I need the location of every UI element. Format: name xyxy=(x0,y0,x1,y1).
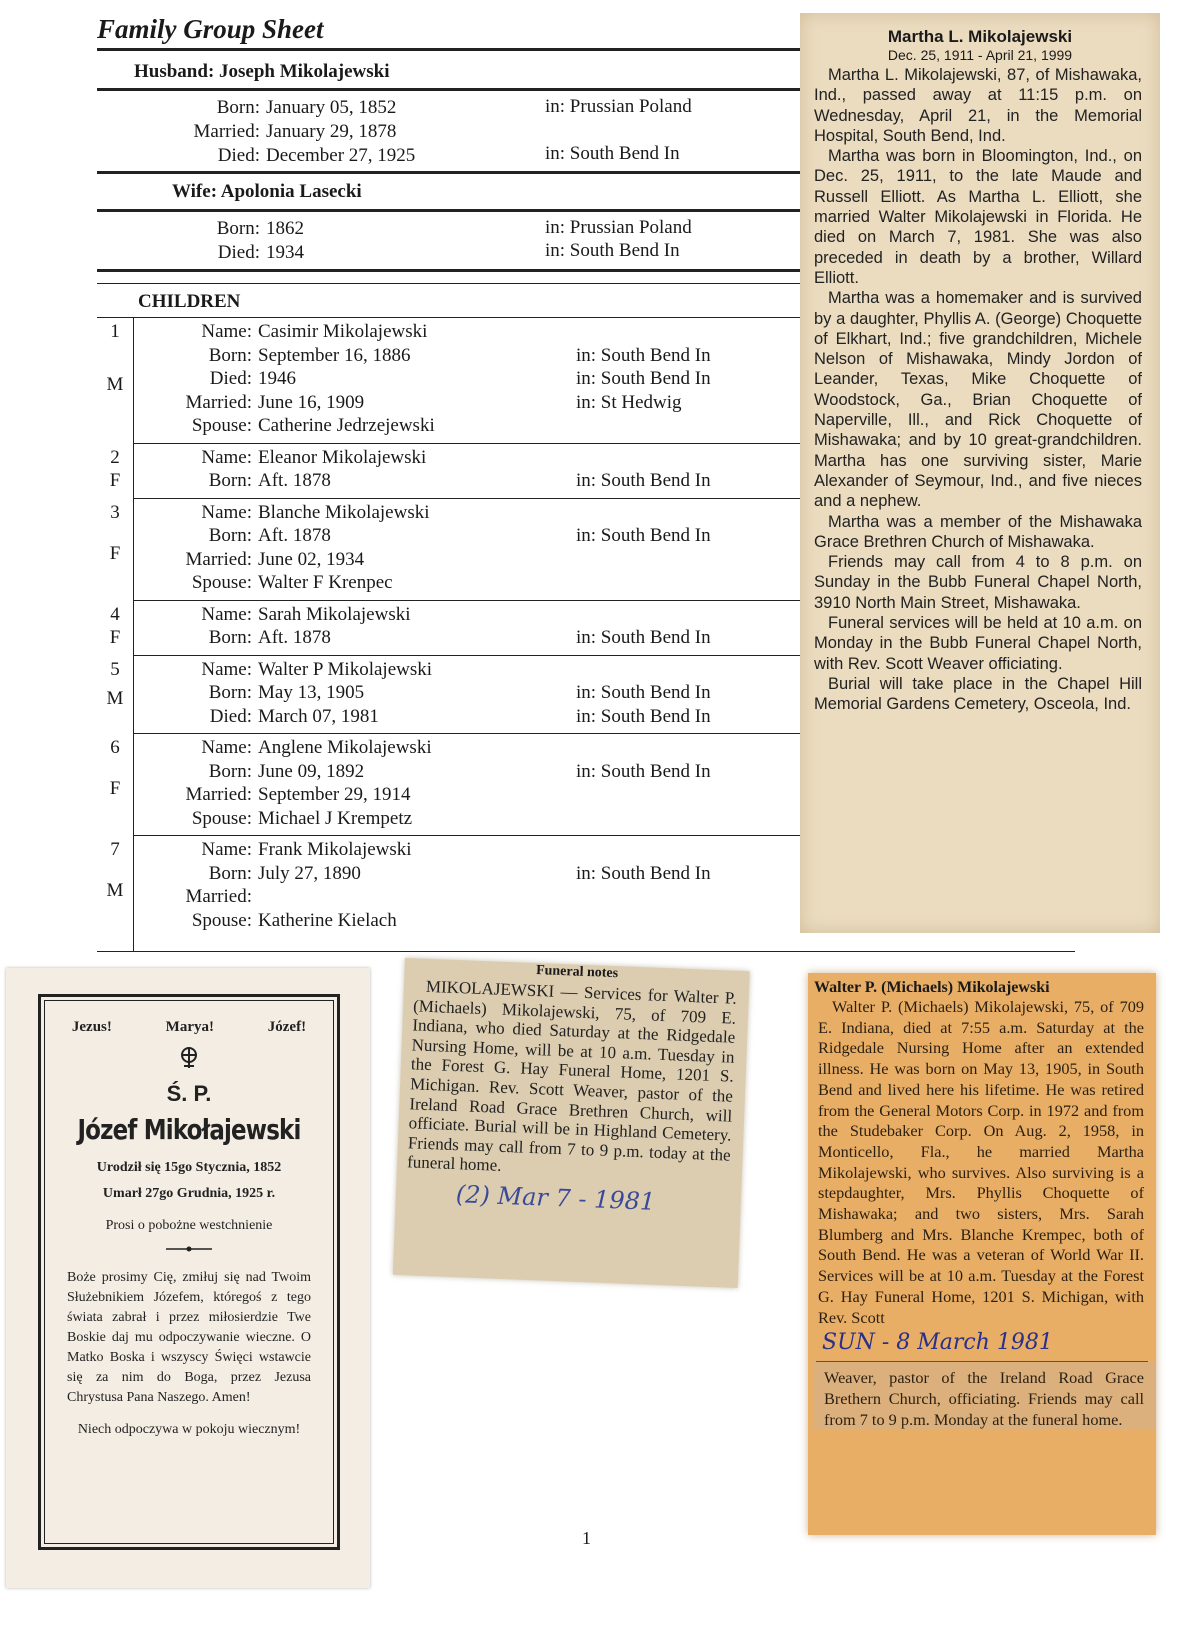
child-field-place: in: South Bend In xyxy=(576,705,711,727)
wife-born-place: in: Prussian Poland xyxy=(545,217,692,238)
child-number: 5 xyxy=(110,658,120,680)
child-field-label: Born: xyxy=(208,760,252,782)
child-field-value: Walter F Krenpec xyxy=(258,572,393,593)
child-field-value: Anglene Mikolajewski xyxy=(258,737,432,758)
child-field-label: Died: xyxy=(209,368,252,389)
prayer-card-frame xyxy=(38,994,340,1550)
divider xyxy=(97,48,815,51)
divider xyxy=(97,269,815,272)
prayer-card-header-item: Jezus! xyxy=(71,1019,112,1035)
child-field-label: Name: xyxy=(201,658,252,680)
divider xyxy=(133,835,815,836)
child-field-value: Katherine Kielach xyxy=(258,909,397,931)
divider xyxy=(97,88,815,91)
prayer-card-born: Urodził się 15go Stycznia, 1852 xyxy=(96,1160,282,1175)
husband-born: Born: January 05, 1852 xyxy=(216,97,397,118)
obituary-paragraph: Funeral services will be held at 10 a.m. on Monday in the Bubb Funeral Chapel North, with Rev. Scott Weaver officiating. xyxy=(814,614,1142,673)
divider xyxy=(133,443,815,444)
child-field-place: in: South Bend In xyxy=(576,470,711,491)
child-field-value: Casimir Mikolajewski xyxy=(258,321,428,342)
divider xyxy=(133,733,815,734)
funeral-notes-body xyxy=(397,976,749,1185)
child-field-label: Name: xyxy=(201,501,252,523)
prayer-card xyxy=(6,968,370,1588)
child-field-value: September 16, 1886 xyxy=(258,344,411,366)
obituary-walter-continued xyxy=(814,1362,1156,1430)
child-sex: M xyxy=(106,880,124,901)
husband-born-place: in: Prussian Poland xyxy=(545,96,692,117)
obituary-walter-body xyxy=(808,997,1156,1328)
prayer-card-header-item: Marya! xyxy=(165,1019,214,1035)
child-field xyxy=(140,549,364,571)
child-field-place: in: St Hedwig xyxy=(576,391,682,413)
funeral-notes-handwritten-date: (2) Mar 7 - 1981 xyxy=(455,1180,656,1216)
child-field-label: Born: xyxy=(208,525,252,546)
child-field-place: in: South Bend In xyxy=(576,862,711,884)
child-field-label: Name: xyxy=(201,446,252,468)
child-field xyxy=(140,321,427,343)
funeral-notes-text: MIKOLAJEWSKI — Services for Walter P. (Michaels) Mikolajewski, 75, of 709 E. Indiana, who died Saturday at the Ridgedale Nursing Home, will be at 10 a.m. Tuesday in the Forest G. Hay Funeral Home, 1201 S. Michigan. Rev. Scott Weaver, pastor of the Ireland Road Grace Brethren Church, will officiate. Burial will be in Highland Cemetery. Friends may call from 7 to 9 p.m. today at the funeral home. xyxy=(406,976,738,1176)
obituary-walter-title: Walter P. (Michaels) Mikolajewski xyxy=(814,979,1050,996)
husband-died-place: in: South Bend In xyxy=(545,143,680,164)
child-field-label: Spouse: xyxy=(191,572,252,593)
child-field-place: in: South Bend In xyxy=(576,525,711,546)
child-field xyxy=(140,737,432,759)
child-sex: F xyxy=(109,542,121,564)
child-field-label: Born: xyxy=(208,627,252,648)
obituary-walter-continued-text: Weaver, pastor of the Ireland Road Grace Brethern Church, officiating. Friends may call from 7 to 9 p.m. Monday at the funeral home. xyxy=(824,1368,1144,1429)
obituary-paragraph: Martha L. Mikolajewski, 87, of Mishawaka, Ind., passed away at 11:15 p.m. on Wednesday, April 21, in the Memorial Hospital, South Bend, Ind. xyxy=(814,66,1142,145)
obituary-martha-dates: Dec. 25, 1911 - April 21, 1999 xyxy=(887,47,1073,63)
child-field-value: Aft. 1878 xyxy=(258,470,331,491)
child-field xyxy=(140,682,364,704)
child-field-value: Eleanor Mikolajewski xyxy=(258,446,427,468)
child-field-label: Name: xyxy=(201,737,252,758)
child-field-place: in: South Bend In xyxy=(576,368,711,389)
child-field-value: Michael J Krempetz xyxy=(258,807,413,829)
divider xyxy=(133,498,815,499)
child-number: 3 xyxy=(110,501,120,523)
child-field xyxy=(140,502,430,524)
funeral-notes-heading: Funeral notes xyxy=(535,963,619,982)
child-sex: M xyxy=(106,687,124,709)
children-heading: CHILDREN xyxy=(138,291,241,312)
child-field-value: May 13, 1905 xyxy=(258,682,365,703)
child-field-value: Aft. 1878 xyxy=(258,525,331,546)
child-number: 6 xyxy=(110,737,120,758)
obituary-paragraph: Martha was a homemaker and is survived by a daughter, Phyllis A. (George) Choquette of Elkhart, Ind.; five grandchildren, Michele Nelson of Mishawaka, Mindy Jordon of Leander, Texas, Mike Choquette of Woodstock, Ga., Brian Choquette of Naperville, Ill., and Rick Choquette of Mishawaka; and by 10 great-grandchildren. Martha has one surviving sister, Marie Alexander of Seymour, Ind., and five nieces and a nephew. xyxy=(814,289,1142,511)
husband-name: Joseph Mikolajewski xyxy=(219,61,390,82)
husband-died: Died: December 27, 1925 xyxy=(217,145,416,166)
child-field-label: Spouse: xyxy=(191,415,252,436)
divider xyxy=(97,951,1075,952)
wife-name: Apolonia Lasecki xyxy=(220,181,362,202)
sheet-title: Family Group Sheet xyxy=(97,14,324,44)
child-field xyxy=(140,659,432,681)
child-field-label: Married: xyxy=(185,548,252,570)
child-field-place: in: South Bend In xyxy=(576,344,711,366)
wife-died-place: in: South Bend In xyxy=(545,240,680,261)
child-field xyxy=(140,572,393,594)
child-field-value: Blanche Mikolajewski xyxy=(258,501,430,523)
child-field-label: Spouse: xyxy=(191,807,252,829)
prayer-card-died: Umarł 27go Grudnia, 1925 r. xyxy=(102,1186,276,1201)
child-field-label: Born: xyxy=(208,682,252,703)
child-field xyxy=(140,839,412,861)
column-divider xyxy=(133,318,134,952)
child-field xyxy=(140,886,258,908)
child-field-value xyxy=(252,886,258,907)
child-field xyxy=(140,604,411,626)
divider xyxy=(133,655,815,656)
child-field-value: Aft. 1878 xyxy=(258,627,331,648)
child-field xyxy=(140,706,379,728)
child-field-place: in: South Bend In xyxy=(576,682,711,703)
child-field-place: in: South Bend In xyxy=(576,760,711,782)
child-number: 4 xyxy=(110,603,120,625)
prayer-card-header-item: Józef! xyxy=(267,1019,307,1035)
child-field-label: Name: xyxy=(201,603,252,625)
child-field xyxy=(140,447,426,469)
prayer-card-sp: Ś. P. xyxy=(166,1081,212,1106)
child-field-value: Catherine Jedrzejewski xyxy=(258,415,435,436)
child-field-label: Name: xyxy=(201,321,252,342)
obituary-walter-handwritten-date: SUN - 8 March 1981 xyxy=(822,1330,1053,1356)
child-number: 1 xyxy=(110,321,120,342)
child-field-value: June 02, 1934 xyxy=(258,548,365,570)
child-sex: F xyxy=(109,470,121,491)
child-field-place: in: South Bend In xyxy=(576,627,711,648)
husband-heading: Husband: Joseph Mikolajewski xyxy=(134,61,390,82)
child-field-label: Died: xyxy=(209,705,252,727)
child-field-label: Born: xyxy=(208,470,252,491)
prayer-card-name: Józef Mikołajewski xyxy=(77,1113,301,1146)
child-field-value: Sarah Mikolajewski xyxy=(258,603,411,625)
funeral-notes-clipping xyxy=(393,958,750,1288)
divider xyxy=(133,600,815,601)
obituary-martha-title: Martha L. Mikolajewski xyxy=(887,27,1073,46)
child-sex: M xyxy=(106,374,124,395)
divider xyxy=(97,283,815,284)
obituary-paragraph: Martha was a member of the Mishawaka Grace Brethren Church of Mishawaka. xyxy=(814,512,1142,551)
child-sex: F xyxy=(109,778,121,799)
obituary-martha-clipping xyxy=(800,13,1160,933)
child-field-label: Married: xyxy=(185,886,252,907)
child-field xyxy=(140,415,435,437)
child-field-value: Frank Mikolajewski xyxy=(258,839,412,860)
obituary-paragraph: Burial will take place in the Chapel Hill Memorial Gardens Cemetery, Osceola, Ind. xyxy=(814,674,1142,714)
child-field-value: September 29, 1914 xyxy=(258,784,411,805)
child-field-label: Spouse: xyxy=(191,909,252,931)
child-field-label: Born: xyxy=(208,344,252,366)
chi-rho-icon xyxy=(45,1044,333,1075)
child-field xyxy=(140,368,296,390)
child-field xyxy=(140,392,364,414)
child-field-value: 1946 xyxy=(258,368,296,389)
page-number: 1 xyxy=(582,1528,591,1548)
prayer-card-inner-frame xyxy=(44,1000,334,1544)
obituary-paragraph: Martha was born in Bloomington, Ind., on Dec. 25, 1911, to the late Maude and Russell Elliott. As Martha L. Elliott, she married Walter Mikolajewski in Florida. He died on March 7, 1981. She was also preceded in death by a brother, Willard Elliott. xyxy=(814,147,1142,287)
divider xyxy=(97,171,815,174)
wife-heading: Wife: Apolonia Lasecki xyxy=(172,181,362,202)
ornament-icon xyxy=(45,1242,333,1258)
child-field-value: July 27, 1890 xyxy=(258,862,361,884)
wife-died: Died: 1934 xyxy=(217,242,304,263)
child-field xyxy=(140,910,397,932)
child-field xyxy=(140,808,412,830)
child-field-value: Walter P Mikolajewski xyxy=(258,658,433,680)
child-number: 7 xyxy=(110,839,120,860)
divider xyxy=(97,317,815,318)
child-field xyxy=(140,470,331,492)
child-sex: F xyxy=(109,627,121,648)
child-field xyxy=(140,761,364,783)
prayer-card-prayer: Boże prosimy Cię, zmiłuj się nad Twoim Służebnikiem Józefem, któregoś z tego świata zabrał i przez miłosierdzie Twe Boskie daj mu odpoczywanie wieczne. O Matko Boska i wszyscy Święci wstawcie się za nim do Boga, przez Jezusa Chrystusa Pana Naszego. Amen! xyxy=(67,1270,311,1405)
wife-born: Born: 1862 xyxy=(216,218,304,239)
prayer-card-request: Prosi o pobożne westchnienie xyxy=(105,1218,273,1233)
obituary-walter-text: Walter P. (Michaels) Mikolajewski, 75, of 709 E. Indiana, died at 7:55 a.m. Saturday at the Ridgedale Nursing Home after an extended illness. He was born on May 13, 1905, in South Bend and lived here his lifetime. He was retired from the General Motors Corp. in 1972 and from the Studebaker Corp. On Aug. 2, 1958, in Monticello, Fla., he married Martha Mikolajewski, who survives. Also surviving is a stepdaughter, Mrs. Phyllis Choquette of Mishawaka; and two sisters, Mrs. Sarah Blumberg and Mrs. Blanche Krempec, both of South Bend. He was a veteran of World War II. Services will be at 10 a.m. Tuesday at the Forest G. Hay Funeral Home, 1201 S. Michigan, with Rev. Scott xyxy=(818,997,1144,1327)
child-field xyxy=(140,345,411,367)
child-field-label: Married: xyxy=(185,391,252,413)
child-field-value: June 09, 1892 xyxy=(258,760,365,782)
child-field xyxy=(140,627,331,649)
prayer-card-header xyxy=(45,1019,333,1036)
prayer-card-closing: Niech odpoczywa w pokoju wiecznym! xyxy=(77,1422,301,1437)
child-field xyxy=(140,784,411,806)
obituary-paragraph: Friends may call from 4 to 8 p.m. on Sunday in the Bubb Funeral Chapel North, 3910 North Main Street, Mishawaka. xyxy=(814,553,1142,612)
child-number: 2 xyxy=(110,446,120,468)
child-field-label: Name: xyxy=(201,839,252,860)
child-field-value: March 07, 1981 xyxy=(258,705,379,727)
husband-married: Married: January 29, 1878 xyxy=(193,121,397,142)
divider xyxy=(97,209,815,212)
obituary-walter-clipping xyxy=(808,973,1156,1535)
child-field-value: June 16, 1909 xyxy=(258,391,365,413)
obituary-martha-body xyxy=(800,63,1160,715)
child-field-label: Married: xyxy=(185,784,252,805)
child-field-label: Born: xyxy=(208,862,252,884)
child-field xyxy=(140,863,361,885)
child-field xyxy=(140,525,331,547)
